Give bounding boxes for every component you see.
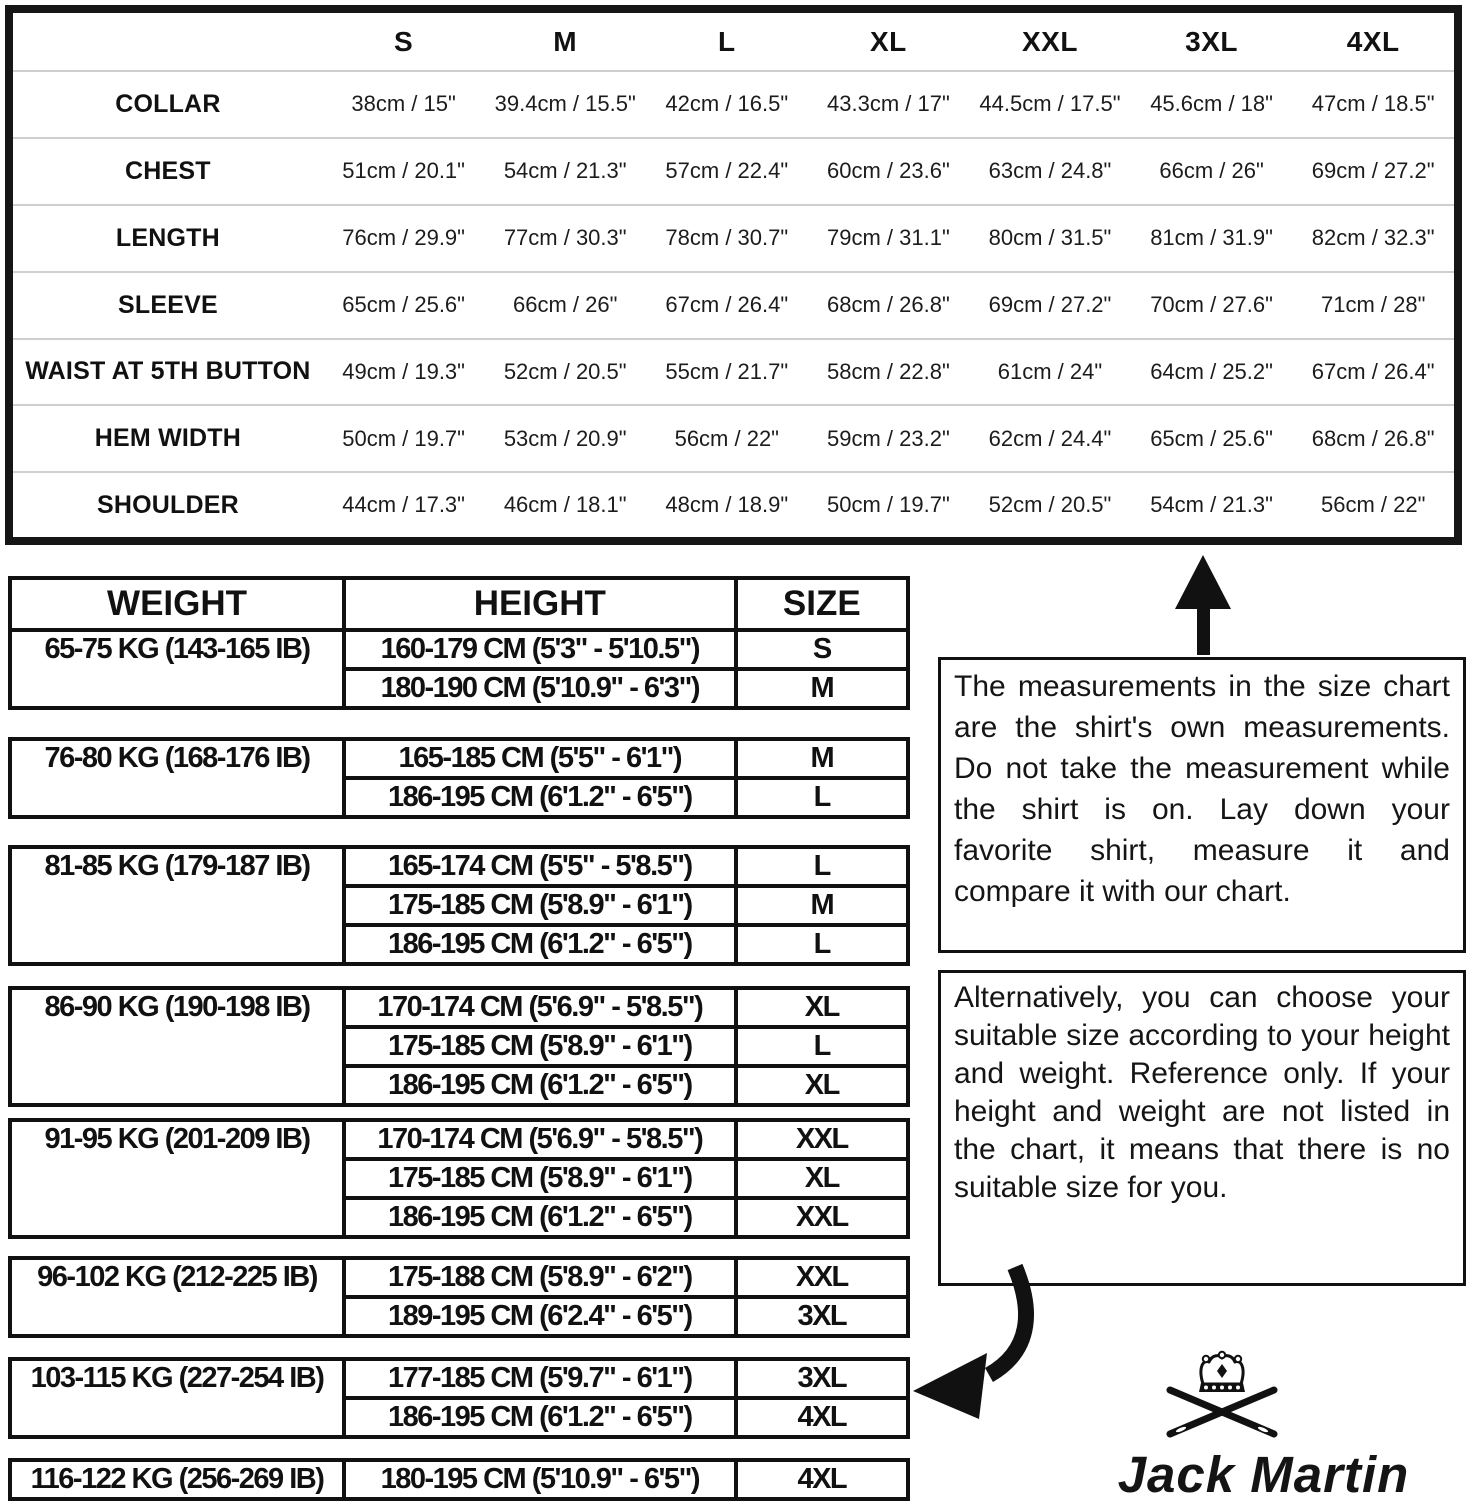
size-header: SIZE [736,578,908,630]
measurement-value: 69cm / 27.2" [969,272,1131,339]
fit-row [10,1258,908,1297]
measurement-value: 65cm / 25.6" [323,272,485,339]
fit-table-86-90 [8,986,910,1107]
measurement-label: LENGTH [13,205,323,272]
size-cell: L [736,1027,908,1066]
fit-table-116-122 [8,1458,910,1501]
height-cell: 186-195 CM (6'1.2" - 6'5") [344,925,736,964]
brand-name: Jack Martin [1117,1446,1410,1503]
size-cell: M [736,739,908,778]
measurement-value: 39.4cm / 15.5" [484,71,646,138]
fit-table-91-95 [8,1118,910,1239]
measurement-value: 60cm / 23.6" [808,138,970,205]
crown-crossed-needles-icon [1156,1350,1288,1442]
measurement-value: 67cm / 26.4" [646,272,808,339]
weight-cell: 116-122 KG (256-269 IB) [10,1460,344,1499]
weight-cell: 81-85 KG (179-187 IB) [10,847,344,964]
size-cell: XXL [736,1258,908,1297]
curved-arrow-left-icon [903,1263,1045,1431]
weight-cell: 91-95 KG (201-209 IB) [10,1120,344,1237]
size-chart-table [13,13,1454,537]
fit-table-76-80 [8,737,910,819]
fit-table-103-115 [8,1357,910,1439]
measurement-value: 66cm / 26" [484,272,646,339]
measurement-label: WAIST AT 5TH BUTTON [13,339,323,406]
corner-cell [13,13,323,71]
measurement-value: 47cm / 18.5" [1292,71,1454,138]
height-cell: 165-174 CM (5'5" - 5'8.5") [344,847,736,886]
measurement-value: 69cm / 27.2" [1292,138,1454,205]
weight-cell: 86-90 KG (190-198 IB) [10,988,344,1105]
measurement-row-collar [13,71,1454,138]
measurement-value: 56cm / 22" [646,405,808,472]
size-cell: L [736,847,908,886]
measurement-row-sleeve [13,272,1454,339]
measurement-value: 42cm / 16.5" [646,71,808,138]
size-cell: 3XL [736,1359,908,1398]
size-cell: XXL [736,1198,908,1237]
size-cell: 3XL [736,1297,908,1336]
measurement-label: SHOULDER [13,472,323,537]
height-cell: 186-195 CM (6'1.2" - 6'5") [344,1398,736,1437]
measurement-row-hem [13,405,1454,472]
measurement-value: 57cm / 22.4" [646,138,808,205]
measurement-value: 58cm / 22.8" [808,339,970,406]
measurement-label: COLLAR [13,71,323,138]
measurement-value: 62cm / 24.4" [969,405,1131,472]
size-cell: M [736,669,908,708]
up-arrow-head [1175,555,1231,609]
measurement-value: 44.5cm / 17.5" [969,71,1131,138]
measurement-value: 53cm / 20.9" [484,405,646,472]
measurement-value: 79cm / 31.1" [808,205,970,272]
measurement-value: 44cm / 17.3" [323,472,485,537]
measurement-value: 70cm / 27.6" [1131,272,1293,339]
height-cell: 175-185 CM (5'8.9" - 6'1") [344,886,736,925]
height-cell: 180-190 CM (5'10.9" - 6'3") [344,669,736,708]
up-arrow-stem [1197,609,1210,655]
measurement-value: 51cm / 20.1" [323,138,485,205]
measurement-row-waist [13,339,1454,406]
measurement-value: 52cm / 20.5" [484,339,646,406]
height-cell: 186-195 CM (6'1.2" - 6'5") [344,1066,736,1105]
fit-table-65-75 [8,576,910,710]
weight-cell: 76-80 KG (168-176 IB) [10,739,344,817]
size-chart-frame [5,5,1462,545]
fit-row [10,739,908,778]
measurement-row-chest [13,138,1454,205]
size-col-header: M [553,25,578,57]
height-cell: 170-174 CM (5'6.9" - 5'8.5") [344,988,736,1027]
measurement-value: 65cm / 25.6" [1131,405,1293,472]
fit-row [10,1359,908,1398]
measurement-label: SLEEVE [13,272,323,339]
size-cell: 4XL [736,1460,908,1499]
size-col-header: S [394,25,414,57]
measurement-value: 38cm / 15" [323,71,485,138]
size-cell: 4XL [736,1398,908,1437]
measurement-value: 82cm / 32.3" [1292,205,1454,272]
measurement-value: 46cm / 18.1" [484,472,646,537]
size-cell: XL [736,1066,908,1105]
size-cell: XL [736,988,908,1027]
measurement-value: 63cm / 24.8" [969,138,1131,205]
size-cell: L [736,925,908,964]
measurement-value: 56cm / 22" [1292,472,1454,537]
measurement-label: HEM WIDTH [13,405,323,472]
measurement-value: 66cm / 26" [1131,138,1293,205]
measurement-value: 71cm / 28" [1292,272,1454,339]
measurement-value: 50cm / 19.7" [323,405,485,472]
measurement-row-shoulder [13,472,1454,537]
fit-table-81-85 [8,845,910,966]
height-cell: 189-195 CM (6'2.4" - 6'5") [344,1297,736,1336]
weight-cell: 65-75 KG (143-165 IB) [10,630,344,708]
measurement-value: 77cm / 30.3" [484,205,646,272]
measurement-value: 68cm / 26.8" [808,272,970,339]
measurement-value: 64cm / 25.2" [1131,339,1293,406]
size-col-header: XXL [1022,25,1078,57]
measurement-value: 81cm / 31.9" [1131,205,1293,272]
fit-header-row [10,578,908,630]
measurement-label: CHEST [13,138,323,205]
height-header: HEIGHT [344,578,736,630]
size-col-header: 4XL [1346,25,1400,57]
measurement-value: 45.6cm / 18" [1131,71,1293,138]
measurement-value: 61cm / 24" [969,339,1131,406]
fit-table-96-102 [8,1256,910,1338]
height-cell: 180-195 CM (5'10.9" - 6'5") [344,1460,736,1499]
measurement-value: 48cm / 18.9" [646,472,808,537]
fit-row [10,847,908,886]
height-cell: 186-195 CM (6'1.2" - 6'5") [344,1198,736,1237]
measurement-value: 55cm / 21.7" [646,339,808,406]
measurement-value: 78cm / 30.7" [646,205,808,272]
measurement-row-length [13,205,1454,272]
brand-logo [1060,1350,1467,1504]
measurement-value: 76cm / 29.9" [323,205,485,272]
height-cell: 175-185 CM (5'8.9" - 6'1") [344,1027,736,1066]
weight-cell: 103-115 KG (227-254 IB) [10,1359,344,1437]
measurement-value: 54cm / 21.3" [1131,472,1293,537]
size-cell: XL [736,1159,908,1198]
measurement-value: 67cm / 26.4" [1292,339,1454,406]
height-cell: 160-179 CM (5'3" - 5'10.5") [344,630,736,669]
weight-header: WEIGHT [10,578,344,630]
height-cell: 186-195 CM (6'1.2" - 6'5") [344,778,736,817]
fit-row [10,630,908,669]
size-col-header: XL [870,25,907,57]
fit-row [10,988,908,1027]
measurement-value: 59cm / 23.2" [808,405,970,472]
weight-cell: 96-102 KG (212-225 IB) [10,1258,344,1336]
height-cell: 175-185 CM (5'8.9" - 6'1") [344,1159,736,1198]
up-arrow-icon [1175,555,1231,655]
measurement-value: 49cm / 19.3" [323,339,485,406]
height-cell: 175-188 CM (5'8.9" - 6'2") [344,1258,736,1297]
fit-row [10,1120,908,1159]
measurement-value: 54cm / 21.3" [484,138,646,205]
fit-row [10,1460,908,1499]
note-box-alternative: Alternatively, you can choose your suitable size according to your height and weight. Reference only. If your height and weight are not listed in the chart, it means that there is no suitable size for you. [938,970,1466,1286]
measurement-value: 68cm / 26.8" [1292,405,1454,472]
size-col-header: 3XL [1185,25,1238,57]
note-box-measurements: The measurements in the size chart are the shirt's own measurements. Do not take the measurement while the shirt is on. Lay down your favorite shirt, measure it and compare it with our chart. [938,657,1466,953]
size-cell: XXL [736,1120,908,1159]
measurement-value: 52cm / 20.5" [969,472,1131,537]
height-cell: 170-174 CM (5'6.9" - 5'8.5") [344,1120,736,1159]
height-cell: 165-185 CM (5'5" - 6'1") [344,739,736,778]
measurement-value: 50cm / 19.7" [808,472,970,537]
size-col-header: L [717,25,736,57]
size-cell: L [736,778,908,817]
size-cell: M [736,886,908,925]
measurement-value: 43.3cm / 17" [808,71,970,138]
measurement-value: 80cm / 31.5" [969,205,1131,272]
height-cell: 177-185 CM (5'9.7" - 6'1") [344,1359,736,1398]
size-chart-header-row [13,13,1454,71]
size-cell: S [736,630,908,669]
